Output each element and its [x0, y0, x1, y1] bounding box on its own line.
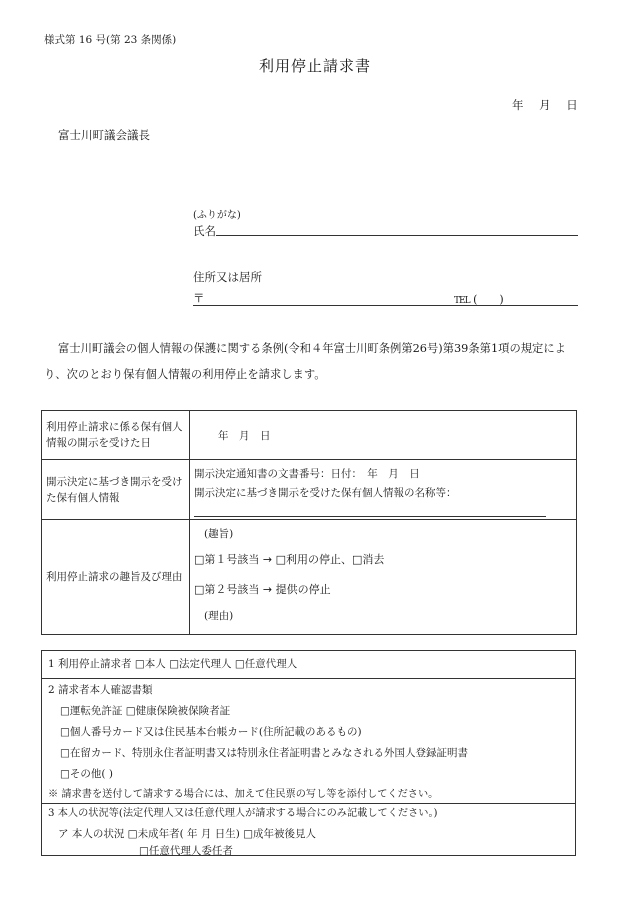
- id-doc-option[interactable]: □運転免許証 □健康保険被保険者証: [60, 705, 231, 717]
- reason-label: (理由): [204, 610, 234, 622]
- address-label: 住所又は居所: [193, 270, 262, 284]
- furigana-label: (ふりがな): [193, 210, 241, 221]
- id-doc-option[interactable]: □その他( ): [60, 768, 113, 780]
- id-docs-note: ※ 請求書を送付して請求する場合には、加えて住民票の写し等を添付してください。: [48, 789, 439, 800]
- id-docs-title: 2 請求者本人確認書類: [48, 684, 153, 696]
- disclosed-info-cell[interactable]: [190, 460, 577, 520]
- disclosure-date-label: 利用停止請求に係る保有個人情報の開示を受けた日: [42, 411, 190, 460]
- disclosure-date-value[interactable]: 年 月 日: [190, 411, 577, 460]
- person-status-option-delegator[interactable]: □任意代理人委任者: [139, 845, 233, 857]
- disclosed-info-name: 開示決定に基づき開示を受けた保有個人情報の名称等：: [194, 487, 457, 499]
- tel-parens: ( ): [473, 293, 504, 306]
- name-field[interactable]: [216, 235, 578, 236]
- option-clause-2[interactable]: □第２号該当 → 提供の停止: [194, 583, 331, 596]
- requester-info-box: [41, 650, 576, 856]
- requester-type[interactable]: 1 利用停止請求者 □本人 □法定代理人 □任意代理人: [48, 658, 298, 670]
- address-field[interactable]: [193, 305, 578, 306]
- postal-mark: 〒: [193, 291, 205, 305]
- disclosed-info-underline: [194, 516, 546, 517]
- purpose-reason-label: 利用停止請求の趣旨及び理由: [42, 520, 190, 635]
- disclosed-info-label: 開示決定に基づき開示を受けた保有個人情報: [42, 460, 190, 520]
- request-statement: 富士川町議会の個人情報の保護に関する条例(令和４年富士川町条例第26号)第39条第1項の規定により、次のとおり保有個人情報の利用停止を請求します。: [44, 342, 566, 381]
- name-label: 氏名: [193, 224, 216, 238]
- id-doc-option[interactable]: □在留カード、特別永住者証明書又は特別永住者証明書とみなされる外国人登録証明書: [60, 747, 468, 759]
- request-details-table: [41, 410, 577, 635]
- addressee: 富士川町議会議長: [58, 128, 150, 142]
- request-date[interactable]: 年 月 日: [512, 98, 578, 112]
- form-number: 様式第 16 号(第 23 条関係): [44, 34, 177, 46]
- option-clause-1[interactable]: □第１号該当 → □利用の停止、□消去: [194, 553, 385, 566]
- page-title: 利用停止請求書: [258, 57, 371, 75]
- notice-doc-number: 開示決定通知書の文書番号：日付： 年 月 日: [194, 468, 420, 480]
- gist-label: (趣旨): [204, 528, 234, 540]
- person-status-title: 3 本人の状況等(法定代理人又は任意代理人が請求する場合にのみ記載してください。): [48, 808, 438, 819]
- person-status-options[interactable]: ア 本人の状況 □未成年者( 年 月 日生) □成年被後見人: [58, 828, 317, 840]
- id-doc-option[interactable]: □個人番号カード又は住民基本台帳カード(住所記載のあるもの): [60, 726, 362, 738]
- tel-label: TEL: [454, 296, 470, 306]
- divider: [42, 678, 575, 679]
- purpose-reason-cell[interactable]: [190, 520, 577, 635]
